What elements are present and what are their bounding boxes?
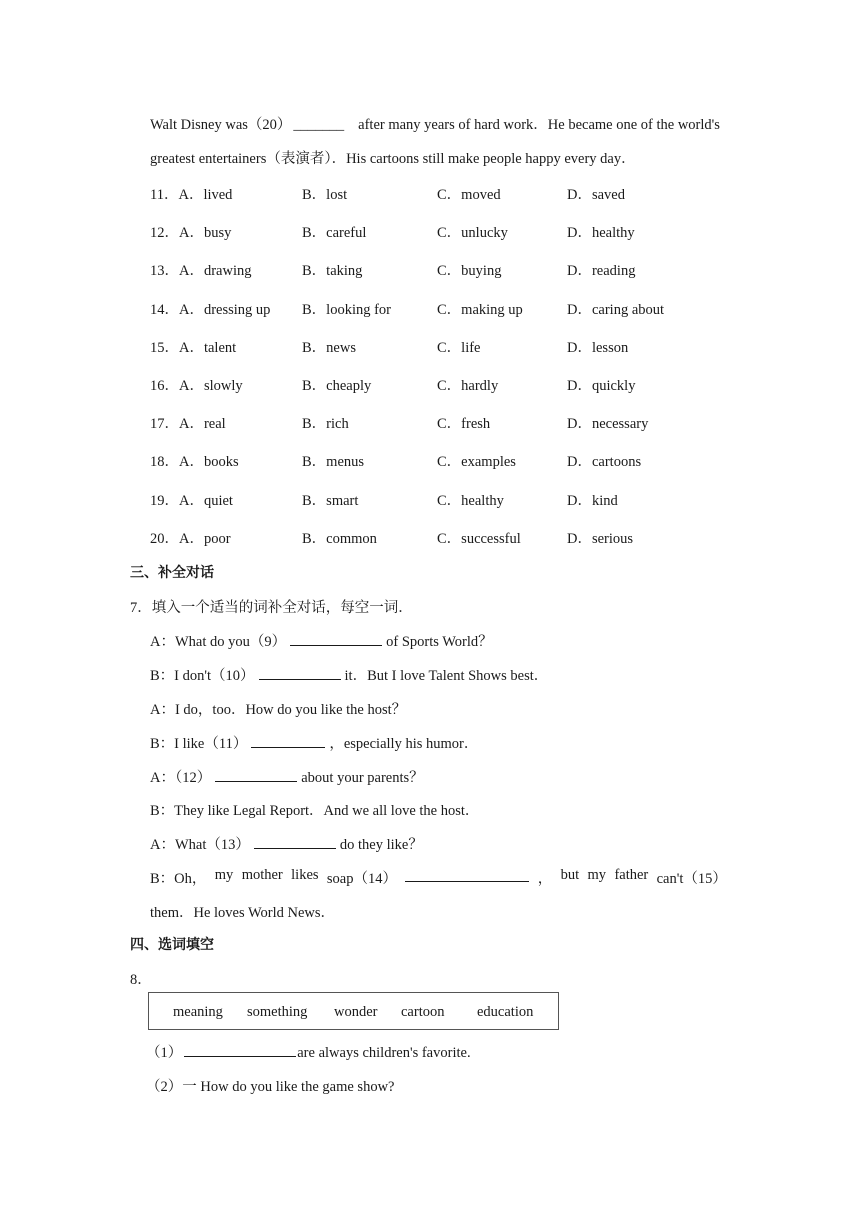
- option-text: A．quiet: [179, 492, 233, 509]
- option-d[interactable]: D．kind: [567, 492, 618, 509]
- option-text: A．slowly: [179, 378, 243, 394]
- option-c[interactable]: C．making up: [437, 301, 523, 318]
- option-a[interactable]: [150, 183, 232, 204]
- word-bank-item: something: [247, 1004, 308, 1020]
- option-c[interactable]: C．successful: [437, 530, 521, 547]
- dialogue-line: B：They like Legal Report．And we all love the host．: [150, 803, 480, 819]
- option-b[interactable]: B．careful: [302, 225, 367, 242]
- dialogue-text: mother: [241, 867, 283, 883]
- dialogue-text: can't（15）: [656, 871, 727, 887]
- option-c[interactable]: C．moved: [437, 187, 501, 203]
- option-text: A．dressing up: [179, 301, 271, 318]
- option-b[interactable]: B．menus: [302, 454, 365, 471]
- option-d[interactable]: D．serious: [567, 530, 634, 547]
- option-d[interactable]: D．healthy: [567, 225, 635, 242]
- section-heading: 三、补全对话: [130, 565, 214, 581]
- blank-1[interactable]: [184, 1042, 296, 1057]
- option-d[interactable]: D．saved: [567, 187, 625, 203]
- dialogue-line: [150, 664, 548, 685]
- option-c[interactable]: C．life: [437, 339, 481, 356]
- passage-text: Walt Disney was（20）: [150, 117, 292, 133]
- word-bank-item: cartoon: [401, 1004, 445, 1020]
- option-a[interactable]: [150, 374, 243, 395]
- question-number: 11．: [150, 187, 179, 203]
- question-number: 8．: [130, 972, 152, 988]
- question-number: 14．: [150, 301, 179, 318]
- fill-question-1: [146, 1041, 471, 1062]
- question-number: 13．: [150, 263, 179, 280]
- option-b[interactable]: B．common: [302, 530, 377, 547]
- word-bank-item: education: [477, 1004, 534, 1020]
- blank-13[interactable]: [254, 834, 336, 849]
- dialogue-text: it．But I love Talent Shows best．: [344, 668, 549, 684]
- dialogue-text: A：（12）: [150, 770, 212, 786]
- dialogue-text: but: [560, 867, 580, 883]
- option-d[interactable]: D．quickly: [567, 378, 636, 394]
- dialogue-text: father: [614, 867, 649, 883]
- option-d[interactable]: D．caring about: [567, 301, 665, 318]
- option-a[interactable]: [150, 259, 252, 280]
- dialogue-text: ，especially his humor．: [329, 736, 479, 752]
- dialogue-line: them．He loves World News．: [150, 905, 336, 921]
- question-number: 19．: [150, 492, 179, 509]
- dialogue-text: do they like？: [339, 837, 423, 853]
- dialogue-text: likes: [291, 867, 319, 883]
- dialogue-line: [150, 867, 727, 888]
- passage-text: after many years of hard work．He became one of the world's: [358, 117, 720, 133]
- blank-11[interactable]: [251, 733, 325, 748]
- option-text: A．books: [179, 454, 239, 471]
- blank-10[interactable]: [259, 665, 341, 680]
- dialogue-text: B：I don't（10）: [150, 668, 255, 684]
- dialogue-line: [150, 732, 478, 753]
- option-b[interactable]: B．lost: [302, 187, 348, 203]
- option-b[interactable]: B．cheaply: [302, 378, 372, 394]
- option-text: A．real: [179, 416, 226, 433]
- option-c[interactable]: C．fresh: [437, 416, 491, 433]
- dialogue-text: A：What（13）: [150, 837, 250, 853]
- option-text: A．talent: [179, 339, 237, 356]
- dialogue-text: my: [214, 867, 234, 883]
- word-bank-item: meaning: [173, 1004, 223, 1020]
- dialogue-text: A：What do you（9）: [150, 634, 287, 650]
- option-b[interactable]: B．rich: [302, 416, 349, 433]
- dialogue-text: soap（14）: [326, 871, 397, 887]
- option-text: A．lived: [178, 187, 233, 203]
- option-c[interactable]: C．healthy: [437, 492, 504, 509]
- blank-9[interactable]: [290, 631, 382, 646]
- option-a[interactable]: [150, 221, 231, 242]
- blank-20: _______: [293, 117, 345, 133]
- question-number: 16．: [150, 378, 179, 394]
- dialogue-text: my: [587, 867, 607, 883]
- option-a[interactable]: [150, 298, 270, 319]
- dialogue-text: B：I like（11）: [150, 736, 248, 752]
- option-b[interactable]: B．taking: [302, 263, 363, 280]
- option-c[interactable]: C．buying: [437, 263, 502, 280]
- question-number: 17．: [150, 416, 179, 433]
- option-text: A．busy: [179, 225, 232, 242]
- option-d[interactable]: D．lesson: [567, 339, 629, 356]
- option-a[interactable]: [150, 336, 236, 357]
- dialogue-line: [150, 766, 424, 787]
- option-c[interactable]: C．examples: [437, 454, 516, 471]
- option-a[interactable]: [150, 489, 233, 510]
- question-number: 18．: [150, 454, 179, 471]
- option-d[interactable]: D．cartoons: [567, 454, 642, 471]
- word-bank-item: wonder: [334, 1004, 378, 1020]
- section-heading: 四、选词填空: [130, 937, 214, 953]
- option-a[interactable]: [150, 412, 226, 433]
- question-number: 15．: [150, 339, 179, 356]
- dialogue-text: B：Oh，: [150, 871, 207, 887]
- option-d[interactable]: D．necessary: [567, 416, 649, 433]
- passage-line-2: greatest entertainers（表演者）．His cartoons still make people happy every day．: [150, 151, 636, 167]
- dialogue-line: [150, 630, 493, 651]
- option-b[interactable]: B．news: [302, 339, 356, 356]
- passage-line-1: [150, 113, 720, 134]
- dialogue-text: ，: [537, 871, 553, 887]
- option-text: A．poor: [179, 530, 231, 547]
- option-d[interactable]: D．reading: [567, 263, 636, 280]
- question-instruction: 7．填入一个适当的词补全对话，每空一词．: [130, 600, 413, 616]
- blank-12[interactable]: [215, 767, 297, 782]
- option-text: A．drawing: [179, 263, 252, 280]
- option-b[interactable]: B．smart: [302, 492, 359, 509]
- dialogue-text: of Sports World？: [386, 634, 493, 650]
- option-c[interactable]: C．hardly: [437, 378, 499, 394]
- fill-question-2: （2）一 How do you like the game show?: [146, 1079, 395, 1095]
- question-text: are always children's favorite.: [297, 1045, 471, 1061]
- option-b[interactable]: B．looking for: [302, 301, 392, 318]
- question-text: （1）: [146, 1045, 183, 1061]
- dialogue-text: about your parents？: [301, 770, 424, 786]
- option-c[interactable]: C．unlucky: [437, 225, 508, 242]
- option-a[interactable]: [150, 527, 231, 548]
- dialogue-line: [150, 833, 423, 854]
- word-bank: [148, 992, 559, 1030]
- question-number: 12．: [150, 225, 179, 242]
- blank-14[interactable]: [405, 867, 529, 882]
- dialogue-line: A：I do，too．How do you like the host？: [150, 702, 407, 718]
- question-number: 20．: [150, 530, 179, 547]
- option-a[interactable]: [150, 450, 239, 471]
